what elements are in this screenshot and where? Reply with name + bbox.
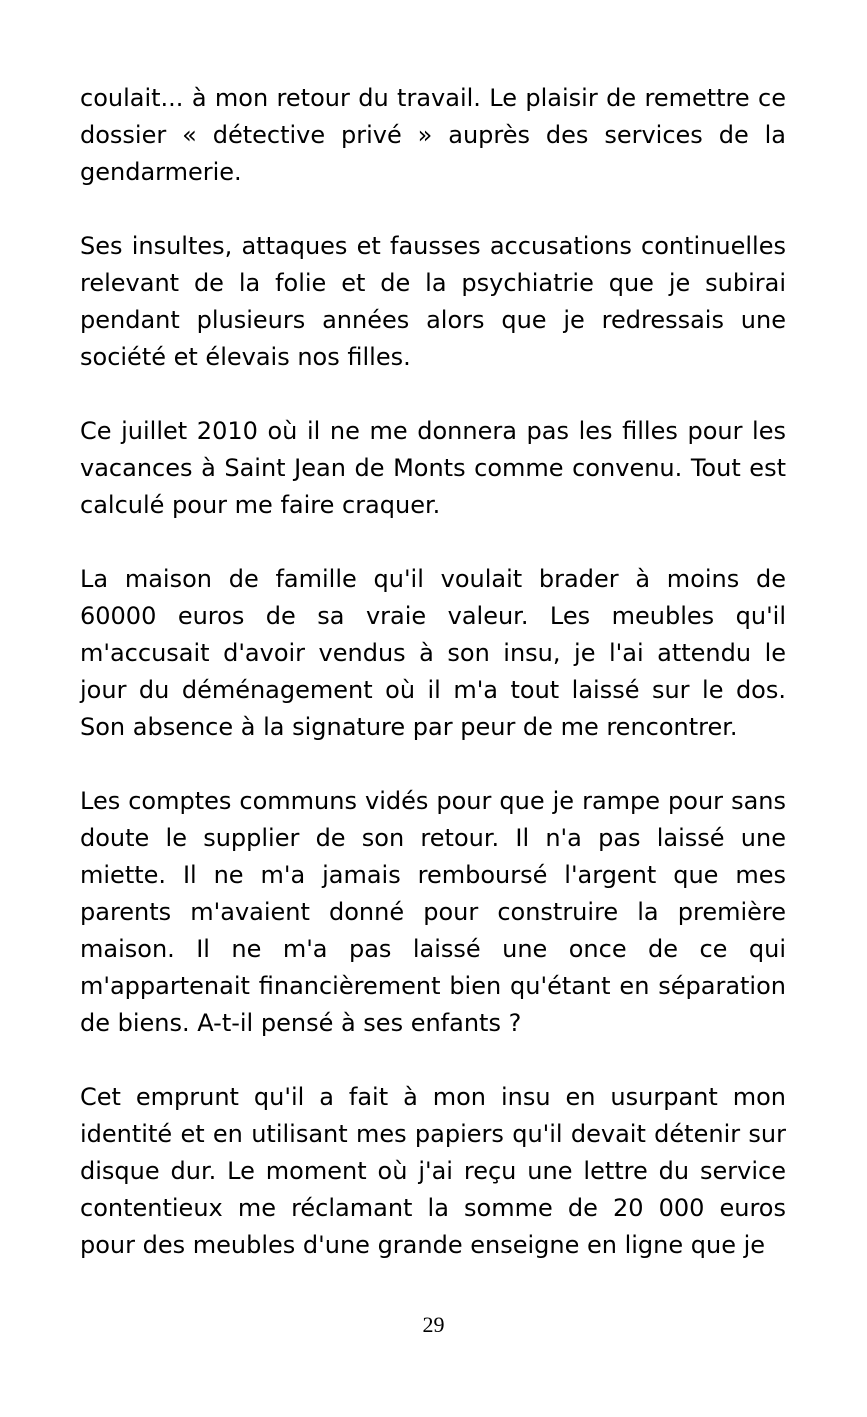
paragraph: Cet emprunt qu'il a fait à mon insu en usurpant mon identité et en utilisant mes papiers qu'il devait détenir sur disque dur. Le moment où j'ai reçu une lettre du service contentieux me réclamant la somme de 20 000 euros pour des meubles d'une grande enseigne en ligne que je xyxy=(80,1083,786,1259)
page-number: 29 xyxy=(422,1312,445,1337)
paragraph: La maison de famille qu'il voulait brader à moins de 60000 euros de sa vraie valeur. Les meubles qu'il m'accusait d'avoir vendus à son insu, je l'ai attendu le jour du déménagement où il m'a tout laissé sur le dos. Son absence à la signature par peur de me rencontrer. xyxy=(80,565,786,741)
paragraph: Ses insultes, attaques et fausses accusations continuelles relevant de la folie et de la psychiatrie que je subirai pendant plusieurs années alors que je redressais une société et élevais nos filles. xyxy=(80,232,786,371)
body-text xyxy=(80,80,786,1301)
paragraph: Les comptes communs vidés pour que je rampe pour sans doute le supplier de son retour. Il n'a pas laissé une miette. Il ne m'a jamais remboursé l'argent que mes parents m'avaient donné pour construire la première maison. Il ne m'a pas laissé une once de ce qui m'appartenait financièrement bien qu'étant en séparation de biens. A-t-il pensé à ses enfants ? xyxy=(80,787,786,1037)
paragraph: Ce juillet 2010 où il ne me donnera pas les filles pour les vacances à Saint Jean de Monts comme convenu. Tout est calculé pour me faire craquer. xyxy=(80,417,786,519)
paragraph: coulait... à mon retour du travail. Le plaisir de remettre ce dossier « détective privé » auprès des services de la gendarmerie. xyxy=(80,84,786,186)
